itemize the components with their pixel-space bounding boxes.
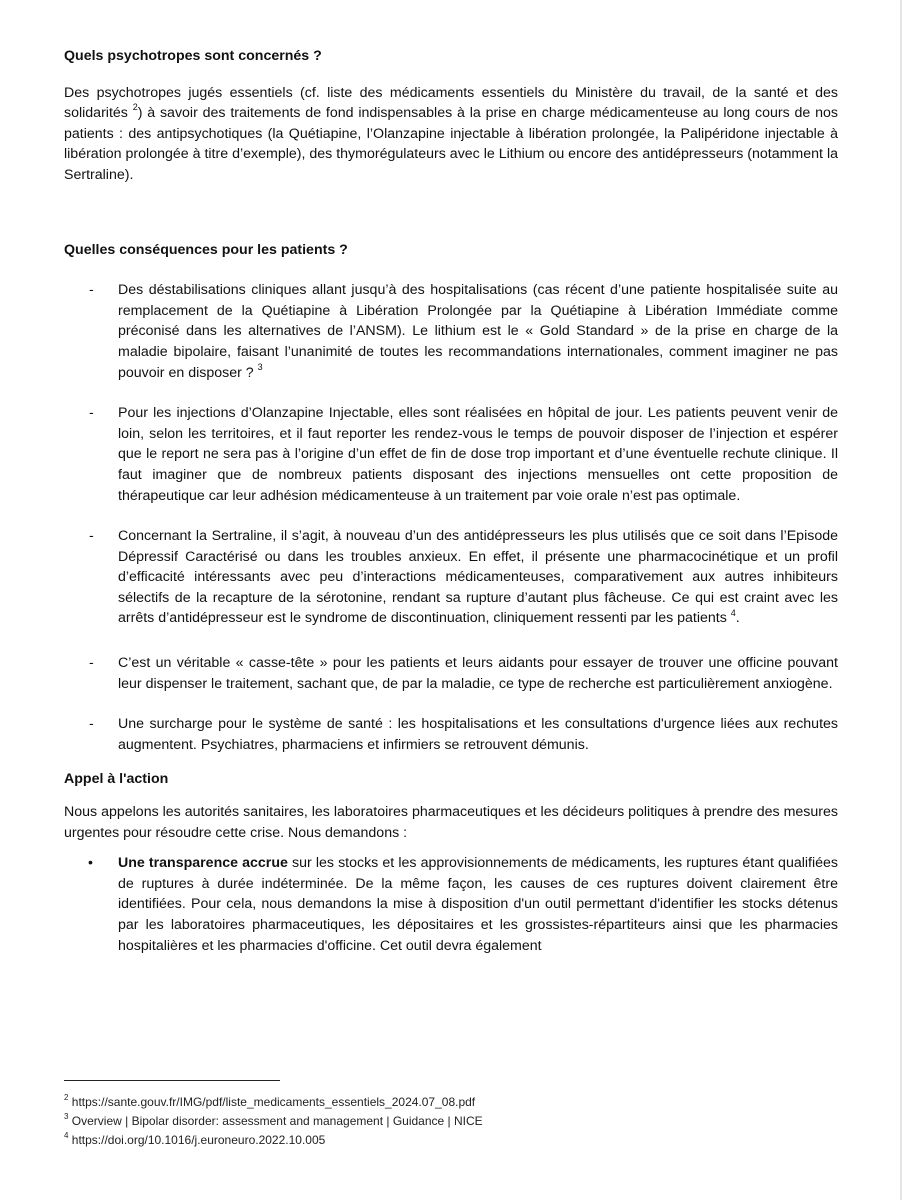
bullet-bold-text: Une transparence accrue	[118, 855, 288, 872]
paragraph-psychotropes	[64, 83, 838, 186]
footnote-number: 4	[64, 1131, 69, 1140]
list-item-text: C’est un véritable « casse-tête » pour les patients et leurs aidants pour essayer de trouver une officine pouvant leur dispenser le traitement, sachant que, de par la maladie, ce type de recherche est particulièrement anxiogène.	[118, 655, 838, 692]
footnote-text: https://doi.org/10.1016/j.euroneuro.2022.10.005	[68, 1133, 326, 1147]
footnote-separator	[64, 1080, 280, 1081]
list-item-text: .	[735, 610, 740, 627]
paragraph-text: ) à savoir des traitements de fond indispensables à la prise en charge médicamenteuse au long cours de nos patients : des antipsychotiques (la Quétiapine, l’Olanzapine injectable à libération prolongée, la Palipéridone injectable à libération prolongée à titre d’exemple), des thymorégulateurs avec le Lithium ou encore des antidépresseurs (notamment la Sertraline).	[64, 105, 838, 183]
section-heading-psychotropes: Quels psychotropes sont concernés ?	[64, 48, 322, 64]
footnote-ref: 4	[730, 607, 736, 618]
list-item-text: sur les stocks et les approvisionnements de médicaments, les ruptures étant qualifiées de ruptures à durée indéterminée. De la même façon, les causes de ces ruptures doivent clairement être identifiées. Pour cela, nous demandons la mise à disposition d'un outil permettant d'identifier les stocks détenus par les laboratoires pharmaceutiques, les dépositaires et les grossistes-répartiteurs ainsi que les pharmacies hospitalières et les pharmacies d'officine. Cet outil devra également	[118, 855, 838, 954]
list-item	[64, 653, 838, 694]
footnote-text: Overview | Bipolar disorder: assessment and management | Guidance | NICE	[68, 1114, 483, 1128]
paragraph-appel-intro: Nous appelons les autorités sanitaires, les laboratoires pharmaceutiques et les décideurs politiques à prendre des mesures urgentes pour résoudre cette crise. Nous demandons :	[64, 804, 838, 841]
list-item	[64, 280, 838, 383]
list-marker: -	[89, 655, 94, 672]
list-marker: -	[89, 282, 94, 299]
list-item-text: Pour les injections d’Olanzapine Injectable, elles sont réalisées en hôpital de jour. Les patients peuvent venir de loin, selon les territoires, et il faut reporter les rendez-vous le temps de pouvoir disposer de l’injection et espérer que le report ne sera pas à l’origine d’un effet de fin de dose trop important et d’une éventuelle rechute clinique. Il faut imaginer que de nombreux patients disposant des injections mensuelles ont cette proposition de thérapeutique car leur adhésion médicamenteuse à un traitement par voie orale n’est pas optimale.	[118, 405, 838, 504]
section-heading-appel: Appel à l'action	[64, 771, 169, 788]
footnote	[64, 1112, 483, 1131]
section-heading-consequences: Quelles conséquences pour les patients ?	[64, 241, 348, 258]
list-item-text: Concernant la Sertraline, il s’agit, à nouveau d’un des antidépresseurs les plus utilisés que ce soit dans l’Episode Dépressif Caractérisé ou dans les troubles anxieux. En effet, il présente une pharmacocinétique et un profil d’efficacité intéressants avec peu d’interactions médicamenteuses, comparativement aux autres inhibiteurs sélectifs de la recapture de la sérotonine, rendant sa rupture d’autant plus fâcheuse. Ce qui est craint avec les arrêts d’antidépresseur est le syndrome de discontinuation, cliniquement ressenti par les patients	[118, 528, 838, 627]
list-item	[64, 714, 838, 755]
list-marker: -	[89, 528, 94, 545]
footnote-number: 2	[64, 1093, 69, 1102]
footnotes	[64, 1093, 483, 1150]
list-item-text: Une surcharge pour le système de santé : les hospitalisations et les consultations d'urgence liées aux rechutes augmentent. Psychiatres, pharmaciens et infirmiers se retrouvent démunis.	[118, 716, 838, 753]
list-marker: -	[89, 405, 94, 422]
list-item	[64, 526, 838, 629]
footnote-ref: 3	[257, 361, 263, 372]
list-item-text: Des déstabilisations cliniques allant jusqu’à des hospitalisations (cas récent d’une patiente hospitalisée suite au remplacement de la Quétiapine à Libération Prolongée par la Quétiapine à Libération Immédiate comme préconisé dans les alternatives de l’ANSM). Le lithium est le « Gold Standard » de la prise en charge de la maladie bipolaire, faisant l’unanimité de toutes les recommandations internationales, comment imaginer ne pas pouvoir en disposer ?	[118, 282, 838, 381]
consequences-list	[64, 280, 838, 755]
footnote	[64, 1093, 483, 1112]
demands-list	[64, 853, 838, 956]
footnote-ref: 2	[132, 102, 138, 113]
list-item	[64, 853, 838, 956]
footnote-number: 3	[64, 1112, 69, 1121]
paragraph-text: Des psychotropes jugés essentiels (cf. liste des médicaments essentiels du Ministère du travail, de la santé et des solidarités	[64, 84, 838, 122]
footnote-text: https://sante.gouv.fr/IMG/pdf/liste_medicaments_essentiels_2024.07_08.pdf	[68, 1095, 476, 1109]
bullet-marker: •	[88, 855, 93, 872]
footnote	[64, 1131, 483, 1150]
list-marker: -	[89, 716, 94, 733]
list-item	[64, 403, 838, 506]
